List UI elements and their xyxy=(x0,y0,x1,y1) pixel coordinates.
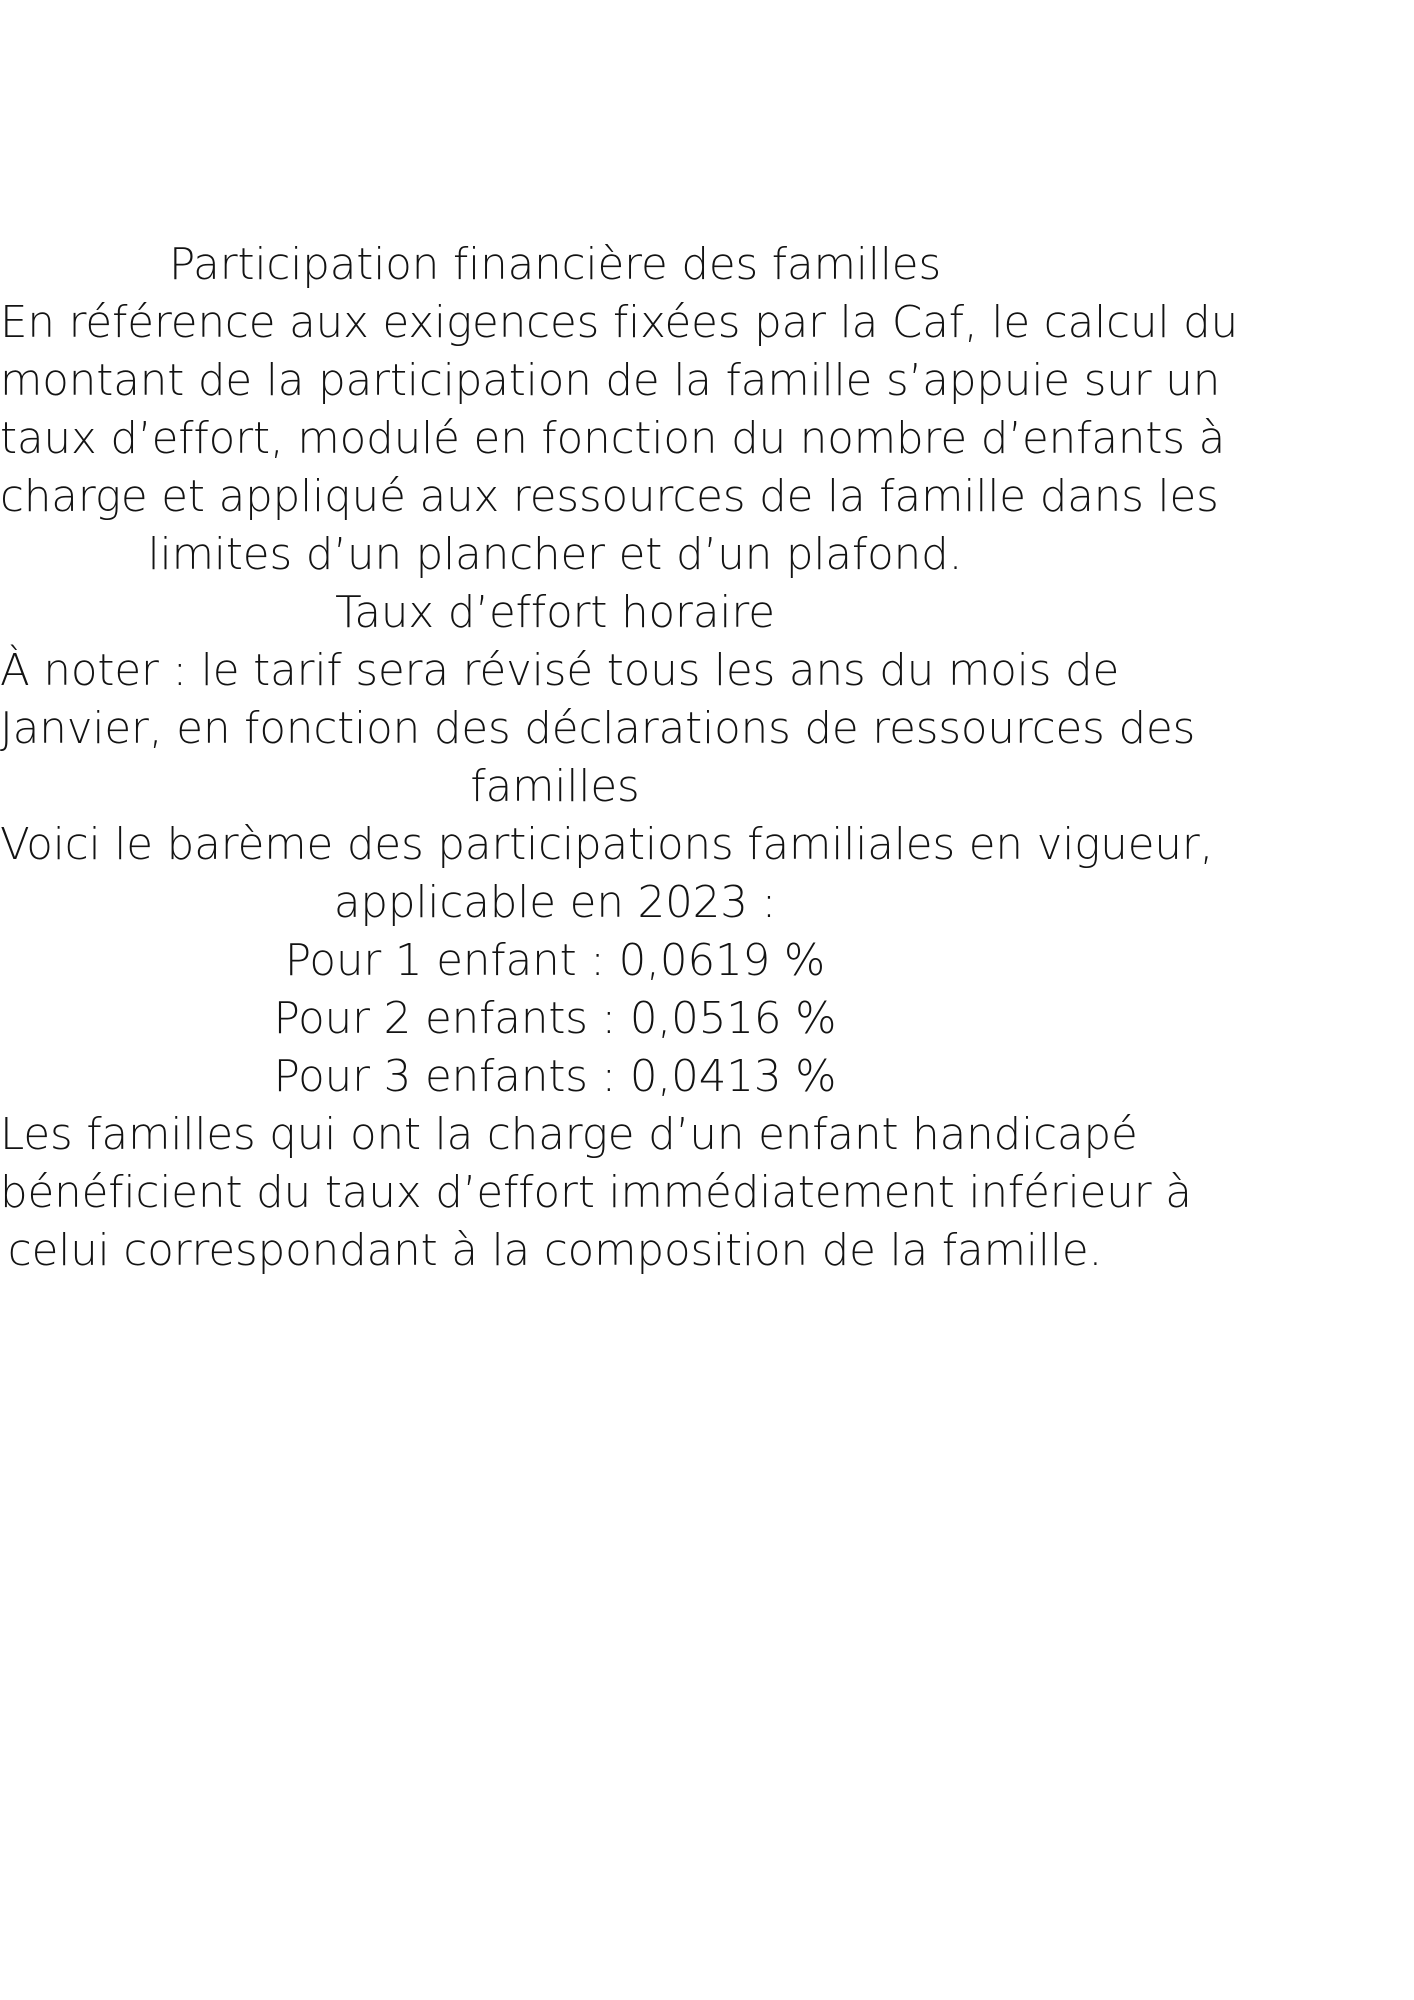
intro-line-5: limites d’un plancher et d’un plafond. xyxy=(147,530,963,580)
document-text-block xyxy=(0,236,1239,1280)
handicap-clause-line-2: bénéficient du taux d’effort immédiatement inférieur à xyxy=(0,1168,1192,1218)
note-line-1: À noter : le tarif sera révisé tous les ans du mois de xyxy=(0,646,1120,696)
bareme-intro-line-1: Voici le barème des participations familiales en vigueur, xyxy=(0,820,1214,870)
bareme-intro-line-2: applicable en 2023 : xyxy=(333,878,777,928)
note-line-3: familles xyxy=(470,762,640,812)
handicap-clause-line-3: celui correspondant à la composition de la famille. xyxy=(7,1226,1103,1276)
rate-row-3-children: Pour 3 enfants : 0,0413 % xyxy=(273,1052,837,1102)
note-line-2: Janvier, en fonction des déclarations de ressources des xyxy=(0,704,1196,754)
intro-line-1: En référence aux exigences fixées par la Caf, le calcul du xyxy=(0,298,1239,348)
heading-taux-effort-horaire: Taux d’effort horaire xyxy=(335,588,775,638)
document-heading-main: Participation financière des familles xyxy=(168,240,942,290)
intro-line-4: charge et appliqué aux ressources de la famille dans les xyxy=(0,472,1219,522)
intro-line-2: montant de la participation de la famille s’appuie sur un xyxy=(0,356,1221,406)
intro-line-3: taux d’effort, modulé en fonction du nombre d’enfants à xyxy=(0,414,1226,464)
rate-row-2-children: Pour 2 enfants : 0,0516 % xyxy=(273,994,837,1044)
rate-row-1-child: Pour 1 enfant : 0,0619 % xyxy=(284,936,826,986)
handicap-clause-line-1: Les familles qui ont la charge d’un enfant handicapé xyxy=(0,1110,1138,1160)
